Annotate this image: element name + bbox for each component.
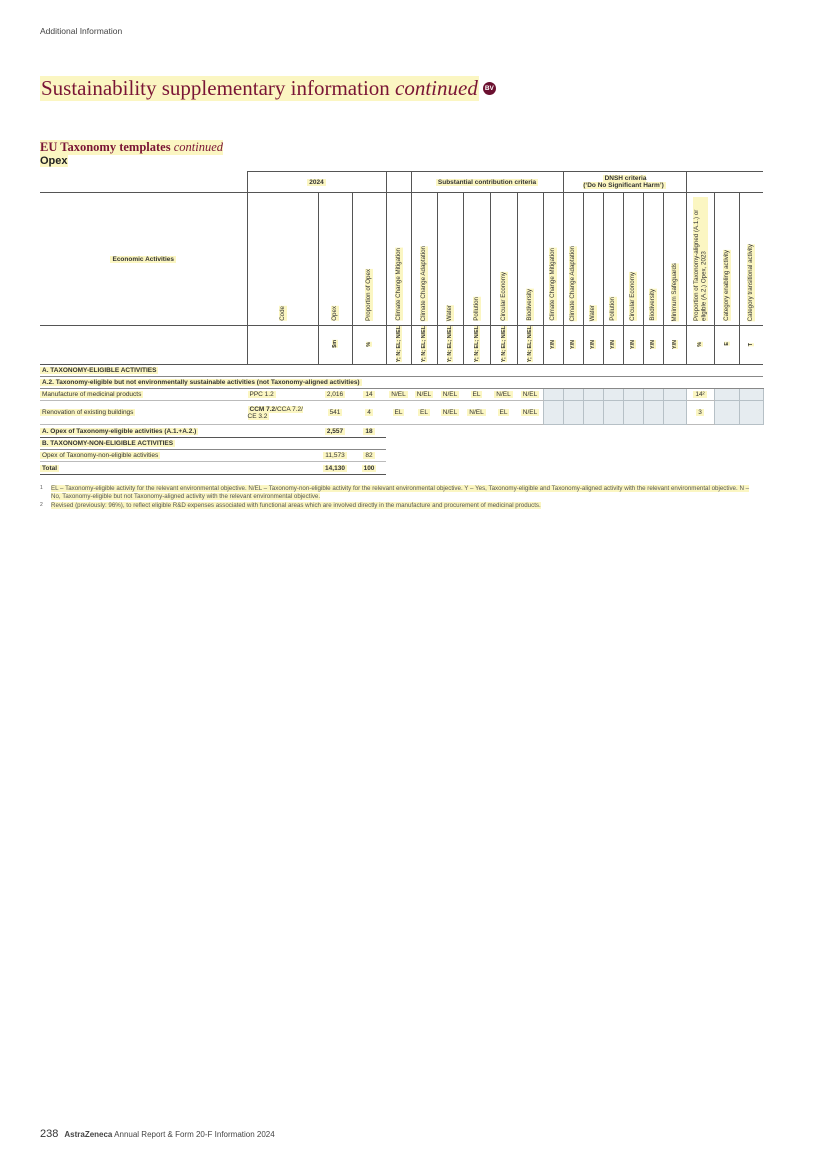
footer-brand: AstraZeneca xyxy=(64,1130,113,1139)
unit-prev-proportion: % xyxy=(697,341,704,347)
total-row xyxy=(40,462,763,475)
section-a2-label: A.2. Taxonomy-eligible but not environmentally sustainable activities (not Taxonomy-aligned activities) xyxy=(42,379,360,387)
footnote-text: Revised (previously: 96%), to reflect eligible R&D expenses associated with functional areas which are involved directly in the manufacture and procurement of medicinal products. xyxy=(51,501,541,509)
group-year: 2024 xyxy=(309,178,324,186)
row-opex: 2,016 xyxy=(326,391,344,399)
table-title-continued: continued xyxy=(173,140,223,154)
total-opex: 14,130 xyxy=(325,464,345,472)
row-code: PPC 1.2 xyxy=(249,391,274,399)
row-prev-proportion: 14² xyxy=(695,391,705,399)
unit-dnsh-cca: Y/N xyxy=(570,339,577,349)
row-sc-cca: EL xyxy=(420,409,428,417)
unit-proportion: % xyxy=(366,341,372,347)
group-header-row xyxy=(40,172,763,193)
col-header-sc-ccm: Climate Change Mitigation xyxy=(394,248,402,321)
row-sc-circular: N/EL xyxy=(496,391,511,399)
unit-sc-ccm: Y; N; EL; N/EL xyxy=(395,326,402,363)
unit-enabling: E xyxy=(723,342,730,347)
table-row xyxy=(40,389,763,401)
page-title-main: Sustainability supplementary information xyxy=(41,76,390,100)
col-header-min-safeguards: Minimum Safeguards xyxy=(670,262,678,321)
unit-sc-pollution: Y; N; EL; N/EL xyxy=(473,326,480,363)
unit-opex: $m xyxy=(332,340,338,348)
group-dnsh xyxy=(583,175,666,189)
section-b-label: B. TAXONOMY-NON-ELIGIBLE ACTIVITIES xyxy=(42,440,174,448)
section-a-label: A. TAXONOMY-ELIGIBLE ACTIVITIES xyxy=(42,367,157,375)
col-header-code: Code xyxy=(278,306,286,321)
row-sc-biodiversity: N/EL xyxy=(522,409,538,417)
unit-transitional: T xyxy=(748,342,755,347)
col-header-proportion: Proportion of Opex xyxy=(365,269,372,321)
row-sc-biodiversity: N/EL xyxy=(522,391,538,399)
col-header-sc-biodiversity: Biodiversity xyxy=(526,289,534,321)
col-header-dnsh-pollution: Pollution xyxy=(609,297,617,321)
unit-dnsh-circular: Y/N xyxy=(630,339,637,349)
row-sc-cca: N/EL xyxy=(416,391,432,399)
row-name: Renovation of existing buildings xyxy=(42,409,134,417)
unit-dnsh-water: Y/N xyxy=(590,339,597,349)
col-header-dnsh-circular: Circular Economy xyxy=(629,272,637,321)
non-eligible-row xyxy=(40,450,763,462)
footnote-1 xyxy=(40,485,750,502)
footnote-text: EL – Taxonomy-eligible activity for the relevant environmental objective. N/EL – Taxonomy-non-eligible activity for the relevant environmental objective. Y – Yes, Taxonomy-eligible and Taxonomy-aligned activity with the relevant environmental objective. N – No, Taxonomy-eligible but not Taxonomy-aligned activity with the relevant environmental objective. xyxy=(51,485,750,501)
table-title-main: EU Taxonomy templates xyxy=(40,140,171,154)
non-eligible-label: Opex of Taxonomy-non-eligible activities xyxy=(42,452,159,460)
col-header-prev-proportion: Proportion of Taxonomy-aligned (A.1.) or eligible (A.2.) Opex, 2023 xyxy=(693,197,708,321)
non-eligible-proportion: 82 xyxy=(365,452,373,460)
col-header-sc-circular: Circular Economy xyxy=(499,272,507,321)
row-proportion: 4 xyxy=(367,409,371,417)
section-b-row xyxy=(40,438,763,450)
col-header-sc-cca: Climate Change Adaptation xyxy=(420,245,428,321)
group-dnsh-line1: DNSH criteria xyxy=(604,175,647,182)
bv-badge-icon: BV xyxy=(483,82,496,95)
section-label: Additional Information xyxy=(40,26,123,36)
col-header-enabling: Category enabling activity xyxy=(722,250,730,321)
econ-activities-header: Economic Activities xyxy=(112,255,175,263)
col-header-opex: Opex xyxy=(331,306,338,321)
row-sc-pollution: EL xyxy=(472,391,481,399)
sum-a-label: A. Opex of Taxonomy-eligible activities (A.1.+A.2.) xyxy=(42,427,197,435)
footnote-mark: 1 xyxy=(40,485,43,491)
page-title xyxy=(40,76,496,101)
unit-dnsh-pollution: Y/N xyxy=(610,339,617,349)
col-header-sc-pollution: Pollution xyxy=(472,297,480,321)
unit-sc-water: Y; N; EL; N/EL xyxy=(447,326,454,363)
row-name: Manufacture of medicinal products xyxy=(42,391,142,399)
row-sc-pollution: N/EL xyxy=(469,409,484,417)
table-subtitle: Opex xyxy=(40,155,68,167)
sum-a-proportion: 18 xyxy=(365,427,373,435)
sum-a-row xyxy=(40,425,763,438)
unit-sc-circular: Y; N; EL; N/EL xyxy=(500,326,507,363)
unit-row xyxy=(40,326,763,365)
row-code-b: /CCA 7.2/ xyxy=(275,405,303,413)
row-code-c: CE 3.2 xyxy=(247,412,268,420)
row-proportion: 14 xyxy=(365,391,373,399)
row-code xyxy=(248,406,303,420)
sum-a-opex: 2,557 xyxy=(326,427,344,435)
table-title xyxy=(40,140,223,155)
unit-dnsh-biodiversity: Y/N xyxy=(650,339,657,349)
col-header-transitional: Category transitional activity xyxy=(747,243,755,321)
page-number: 238 xyxy=(40,1128,59,1140)
row-sc-ccm: EL xyxy=(394,409,403,417)
col-header-dnsh-cca: Climate Change Adaptation xyxy=(569,245,577,321)
table-row xyxy=(40,401,763,425)
row-sc-water: N/EL xyxy=(442,409,458,417)
footnote-mark: 2 xyxy=(40,501,43,508)
taxonomy-opex-table xyxy=(40,171,764,475)
row-opex: 541 xyxy=(329,409,341,417)
page-footer xyxy=(40,1128,275,1140)
col-header-dnsh-biodiversity: Biodiversity xyxy=(649,289,657,321)
total-label: Total xyxy=(42,464,58,472)
col-header-sc-water: Water xyxy=(446,304,454,321)
group-dnsh-line2: (‘Do No Significant Harm’) xyxy=(583,182,664,189)
unit-min-safeguards: Y/N xyxy=(671,339,678,349)
non-eligible-opex: 11,573 xyxy=(325,452,345,460)
group-substantial: Substantial contribution criteria xyxy=(437,178,537,186)
row-sc-water: N/EL xyxy=(442,391,458,399)
total-proportion: 100 xyxy=(363,464,375,472)
footer-text: Annual Report & Form 20-F Information 2024 xyxy=(114,1130,275,1139)
unit-dnsh-ccm: Y/N xyxy=(550,339,557,349)
unit-sc-biodiversity: Y; N; EL; N/EL xyxy=(527,326,534,363)
footnotes xyxy=(40,485,750,510)
col-header-dnsh-ccm: Climate Change Mitigation xyxy=(549,248,557,321)
col-header-dnsh-water: Water xyxy=(589,304,597,321)
footnote-2 xyxy=(40,502,750,510)
row-code-main: CCM 7.2 xyxy=(249,405,276,413)
page-title-continued: continued xyxy=(395,76,478,100)
column-header-row xyxy=(40,193,763,326)
section-a2-row xyxy=(40,377,763,389)
row-prev-proportion: 3 xyxy=(698,409,702,417)
row-sc-circular: EL xyxy=(499,409,508,417)
unit-sc-cca: Y; N; EL; N/EL xyxy=(421,326,428,363)
row-sc-ccm: N/EL xyxy=(391,391,406,399)
section-a-row xyxy=(40,365,763,377)
